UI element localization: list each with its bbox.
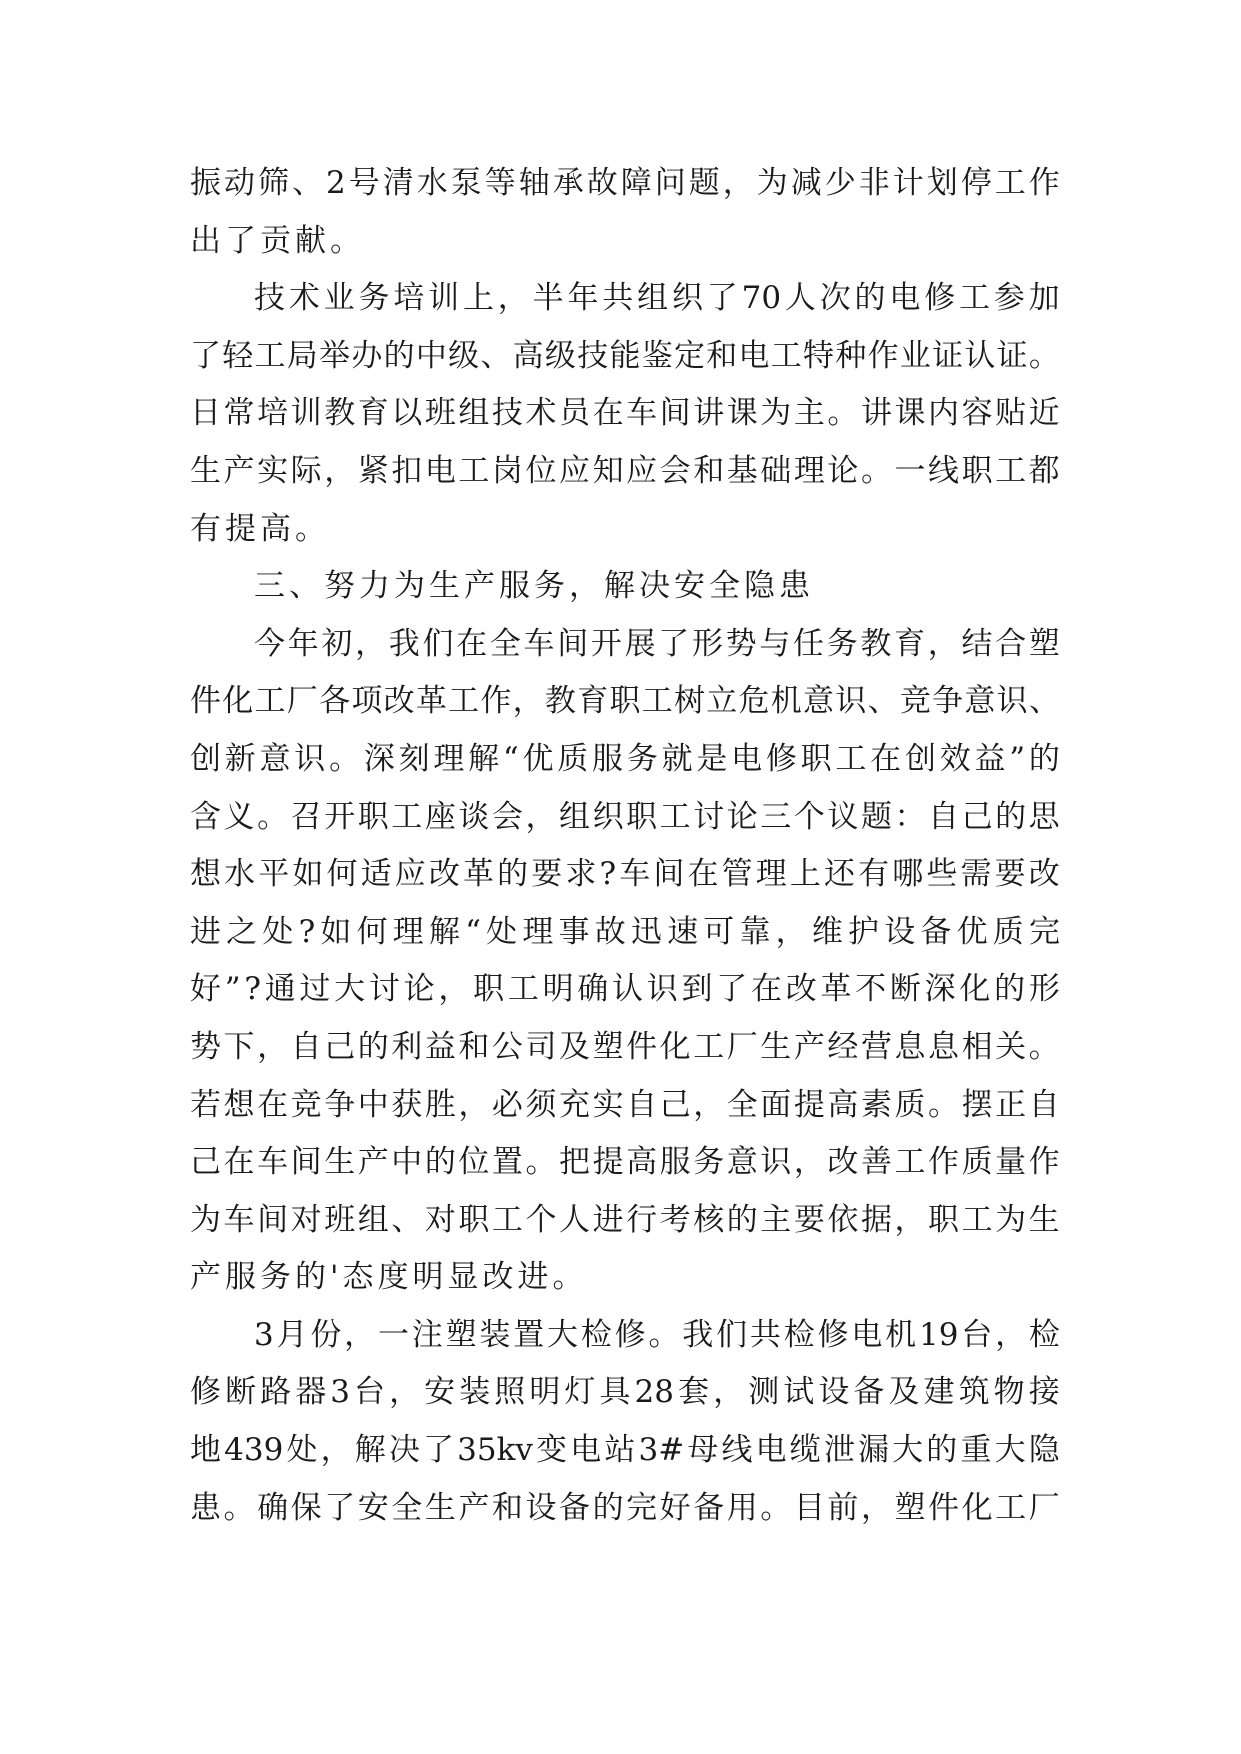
text-line: 出了贡献。 xyxy=(190,222,365,259)
text-line: 为 车 间 对 班 组 、 对 职 工 个 人 进 行 考 核 的 主 要 依 据 ， 职 工 为 生 xyxy=(190,1201,1060,1238)
text-line: 产服务的'态度明显改进。 xyxy=(190,1259,588,1296)
text-line: 创 新 意 识 。 深 刻 理 解 “ 优 质 服 务 就 是 电 修 职 工 在 创 效 益 ” 的 xyxy=(190,740,1060,777)
text-line: 势 下 ， 自 己 的 利 益 和 公 司 及 塑 件 化 工 厂 生 产 经 营 息 息 相 关 。 xyxy=(190,1028,1060,1065)
text-line: 地 439 处 ， 解 决 了 35kv 变 电 站 3# 母 线 电 缆 泄 漏 大 的 重 大 隐 xyxy=(190,1432,1060,1469)
document-body xyxy=(190,155,1060,1537)
text-line: 含 义 。 召 开 职 工 座 谈 会 ， 组 织 职 工 讨 论 三 个 议 题 ： 自 己 的 思 xyxy=(190,798,1060,835)
text-line: 进 之 处 ? 如 何 理 解 “ 处 理 事 故 迅 速 可 靠 ， 维 护 设 备 优 质 完 xyxy=(190,913,1060,950)
text-line: 己 在 车 间 生 产 中 的 位 置 。 把 提 高 服 务 意 识 ， 改 善 工 作 质 量 作 xyxy=(190,1144,1060,1181)
text-line: 患 。 确 保 了 安 全 生 产 和 设 备 的 完 好 备 用 。 目 前 ， 塑 件 化 工 厂 xyxy=(190,1489,1060,1526)
text-line: 技 术 业 务 培 训 上 ， 半 年 共 组 织 了 70 人 次 的 电 修 工 参 加 xyxy=(254,280,1060,317)
text-line: 今 年 初 ， 我 们 在 全 车 间 开 展 了 形 势 与 任 务 教 育 ， 结 合 塑 xyxy=(254,625,1060,662)
text-line: 修 断 路 器 3 台 ， 安 装 照 明 灯 具 28 套 ， 测 试 设 备 及 建 筑 物 接 xyxy=(190,1374,1060,1411)
text-line: 想 水 平 如 何 适 应 改 革 的 要 求 ? 车 间 在 管 理 上 还 有 哪 些 需 要 改 xyxy=(190,856,1060,893)
text-line: 好 ” ? 通 过 大 讨 论 ， 职 工 明 确 认 识 到 了 在 改 革 不 断 深 化 的 形 xyxy=(190,971,1060,1008)
text-line: 件 化 工 厂 各 项 改 革 工 作 ， 教 育 职 工 树 立 危 机 意 识 、 竞 争 意 识 、 xyxy=(190,683,1060,720)
text-line: 了 轻 工 局 举 办 的 中 级 、 高 级 技 能 鉴 定 和 电 工 特 种 作 业 证 认 证 。 xyxy=(190,337,1060,374)
text-line: 三、努力为生产服务，解决安全隐患 xyxy=(254,568,814,605)
text-line: 有提高。 xyxy=(190,510,330,547)
text-line: 振 动 筛 、 2 号 清 水 泵 等 轴 承 故 障 问 题 ， 为 减 少 非 计 划 停 工 作 xyxy=(190,165,1060,201)
text-line: 若 想 在 竞 争 中 获 胜 ， 必 须 充 实 自 己 ， 全 面 提 高 素 质 。 摆 正 自 xyxy=(190,1086,1060,1123)
text-line: 日 常 培 训 教 育 以 班 组 技 术 员 在 车 间 讲 课 为 主 。 讲 课 内 容 贴 近 xyxy=(190,395,1060,432)
text-line: 3 月 份 ， 一 注 塑 装 置 大 检 修 。 我 们 共 检 修 电 机 19 台 ， 检 xyxy=(254,1316,1060,1353)
text-line: 生 产 实 际 ， 紧 扣 电 工 岗 位 应 知 应 会 和 基 础 理 论 。 一 线 职 工 都 xyxy=(190,452,1060,489)
